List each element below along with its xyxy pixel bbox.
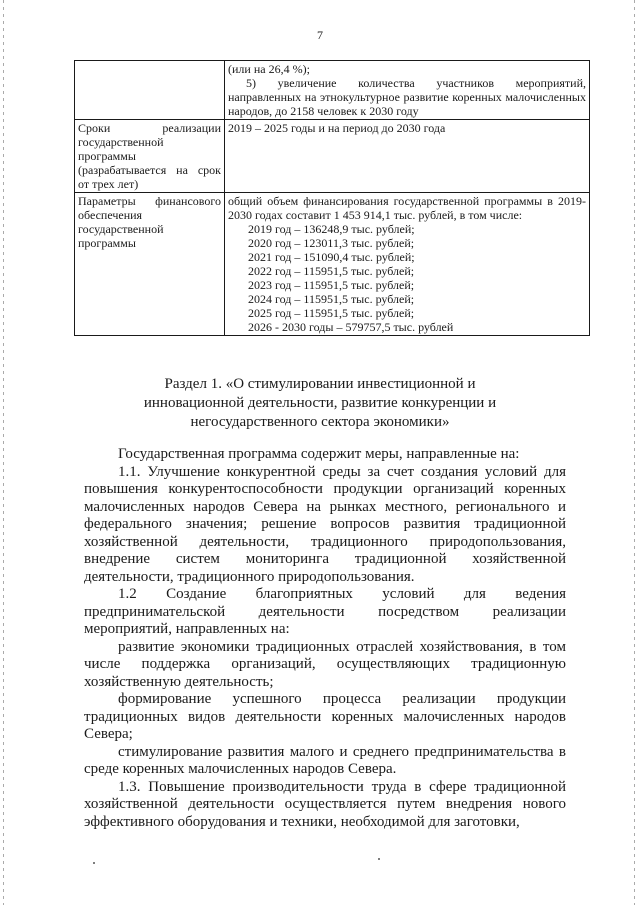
terms-label: Сроки реализации государственной программы (разрабатывается на срок от трех лет) — [75, 120, 225, 193]
paragraph: формирование успешного процесса реализации продукции традиционных видов деятельности коренных малочисленных народов Севера; — [84, 691, 566, 742]
targets-continuation-cell — [225, 61, 590, 120]
finance-label: Параметры финансового обеспечения государственной программы — [75, 193, 225, 336]
empty-label-cell — [75, 61, 225, 120]
program-passport-table — [74, 60, 590, 336]
paragraph: 1.3. Повышение производительности труда в сфере традиционной хозяйственной деятельности осуществляется путем внедрения нового эффективного оборудования и техники, необходимой для заготовки, — [84, 778, 566, 830]
finance-intro: общий объем финансирования государственной программы в 2019-2030 годах составит 1 453 914,1 тыс. рублей, в том числе: — [228, 194, 586, 222]
finance-years-list — [228, 222, 586, 334]
section-body — [84, 446, 566, 831]
paragraph: 1.2 Создание благоприятных условий для ведения предпринимательской деятельности посредством реализации мероприятий, направленных на: — [84, 586, 566, 637]
finance-year-item: 2020 год – 123011,3 тыс. рублей; — [248, 236, 415, 250]
page-number: 7 — [317, 28, 323, 42]
finance-year-item: 2019 год – 136248,9 тыс. рублей; — [248, 222, 415, 236]
targets-line-2: 5) увеличение количества участников мероприятий, направленных на этнокультурное развитие коренных малочисленных народов, до 2158 человек к 2030 году — [228, 76, 586, 118]
finance-value-cell — [225, 193, 590, 336]
scan-edge-left — [3, 0, 4, 905]
table-row — [75, 61, 590, 120]
terms-value: 2019 – 2025 годы и на период до 2030 года — [225, 120, 590, 193]
paragraph: 1.1. Улучшение конкурентной среды за счет создания условий для повышения конкурентоспособности продукции организаций коренных малочисленных народов Севера на рынках местного, регионального и федерального значения; решение вопросов развития традиционной хозяйственной деятельности, традиционного природопользования, внедрение систем мониторинга традиционной хозяйственной деятельности, традиционного природопользования. — [84, 463, 566, 585]
scan-speck — [93, 862, 95, 864]
finance-year-item: 2026 - 2030 годы – 579757,5 тыс. рублей — [248, 320, 454, 334]
section-title: Раздел 1. «О стимулировании инвестиционной и инновационной деятельности, развитие конкуренции и негосударственного сектора экономики» — [143, 376, 497, 430]
scan-speck — [378, 858, 380, 860]
finance-year-item: 2021 год – 151090,4 тыс. рублей; — [248, 250, 415, 264]
paragraph: Государственная программа содержит меры, направленные на: — [118, 446, 520, 462]
paragraph: стимулирование развития малого и среднего предпринимательства в среде коренных малочисленных народов Севера. — [84, 743, 566, 777]
scan-edge-right — [634, 0, 635, 905]
table-row — [75, 193, 590, 336]
paragraph: развитие экономики традиционных отраслей хозяйствования, в том числе поддержка организаций, осуществляющих традиционную хозяйственную деятельность; — [84, 638, 566, 690]
finance-year-item: 2022 год – 115951,5 тыс. рублей; — [248, 264, 415, 278]
finance-year-item: 2025 год – 115951,5 тыс. рублей; — [248, 306, 415, 320]
finance-year-item: 2024 год – 115951,5 тыс. рублей; — [248, 292, 415, 306]
finance-year-item: 2023 год – 115951,5 тыс. рублей; — [248, 278, 415, 292]
table-row — [75, 120, 590, 193]
targets-line-1: (или на 26,4 %); — [228, 62, 310, 76]
